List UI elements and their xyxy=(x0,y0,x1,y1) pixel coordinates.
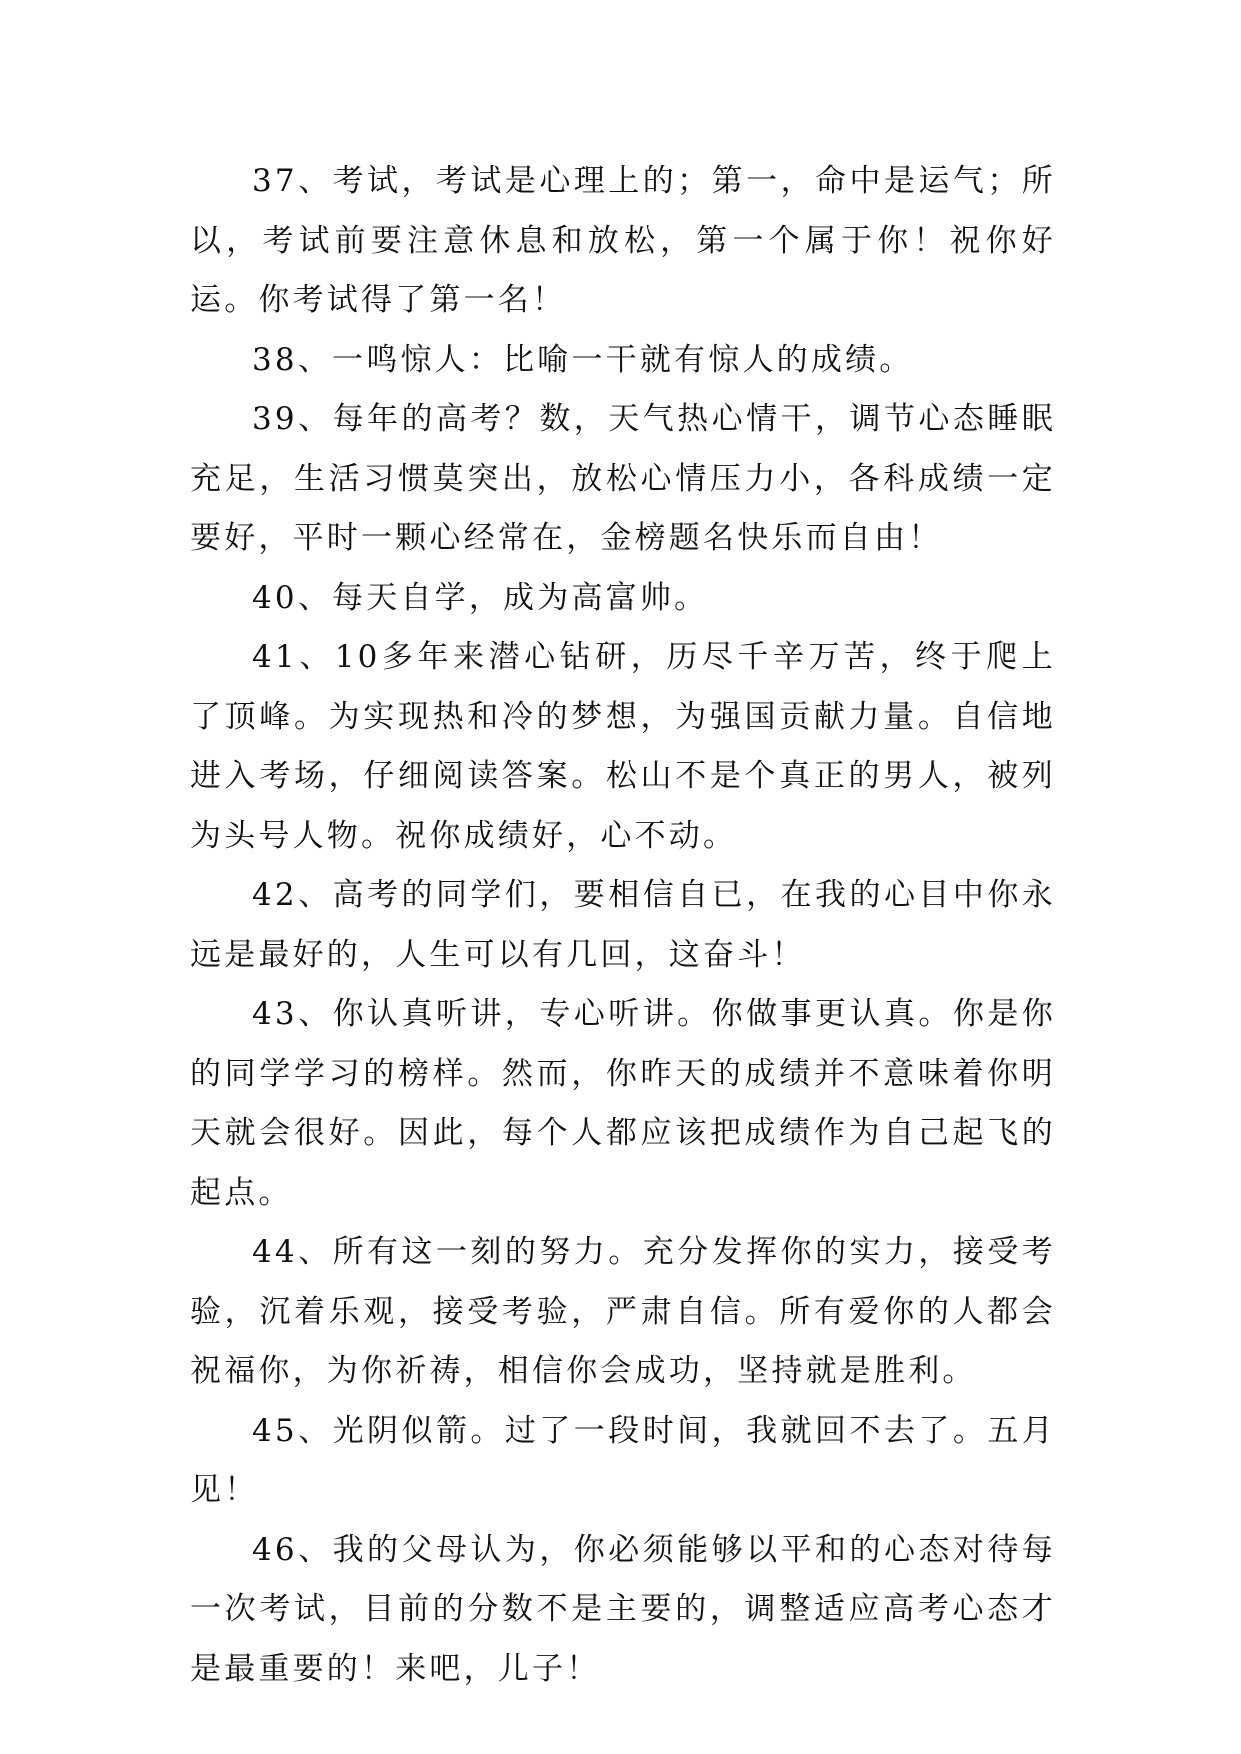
paragraph-41: 41、10多年来潜心钻研，历尽千辛万苦，终于爬上了顶峰。为实现热和冷的梦想，为强国贡献力量。自信地进入考场，仔细阅读答案。松山不是个真正的男人，被列为头号人物。祝你成绩好，心不动。 xyxy=(190,639,1056,854)
paragraph-40: 40、每天自学，成为高富帅。 xyxy=(252,579,709,616)
paragraph-38: 38、一鸣惊人：比喻一干就有惊人的成绩。 xyxy=(252,341,914,378)
document-body xyxy=(190,152,1056,1699)
paragraph-42: 42、高考的同学们，要相信自已，在我的心目中你永远是最好的，人生可以有几回，这奋斗！ xyxy=(190,877,1056,973)
paragraph-37: 37、考试，考试是心理上的；第一，命中是运气；所以，考试前要注意休息和放松，第一个属于你！祝你好运。你考试得了第一名！ xyxy=(190,163,1056,318)
paragraph-39: 39、每年的高考？数，天气热心情干，调节心态睡眠充足，生活习惯莫突出，放松心情压力小，各科成绩一定要好，平时一颗心经常在，金榜题名快乐而自由！ xyxy=(190,401,1056,556)
paragraph-45: 45、光阴似箭。过了一段时间，我就回不去了。五月见！ xyxy=(190,1412,1056,1508)
paragraph-43: 43、你认真听讲，专心听讲。你做事更认真。你是你的同学学习的榜样。然而，你昨天的成绩并不意味着你明天就会很好。因此，每个人都应该把成绩作为自己起飞的起点。 xyxy=(190,996,1056,1211)
paragraph-46: 46、我的父母认为，你必须能够以平和的心态对待每一次考试，目前的分数不是主要的，调整适应高考心态才是最重要的！来吧，儿子！ xyxy=(190,1531,1056,1687)
paragraph-44: 44、所有这一刻的努力。充分发挥你的实力，接受考验，沉着乐观，接受考验，严肃自信。所有爱你的人都会祝福你，为你祈祷，相信你会成功，坚持就是胜利。 xyxy=(190,1234,1056,1389)
